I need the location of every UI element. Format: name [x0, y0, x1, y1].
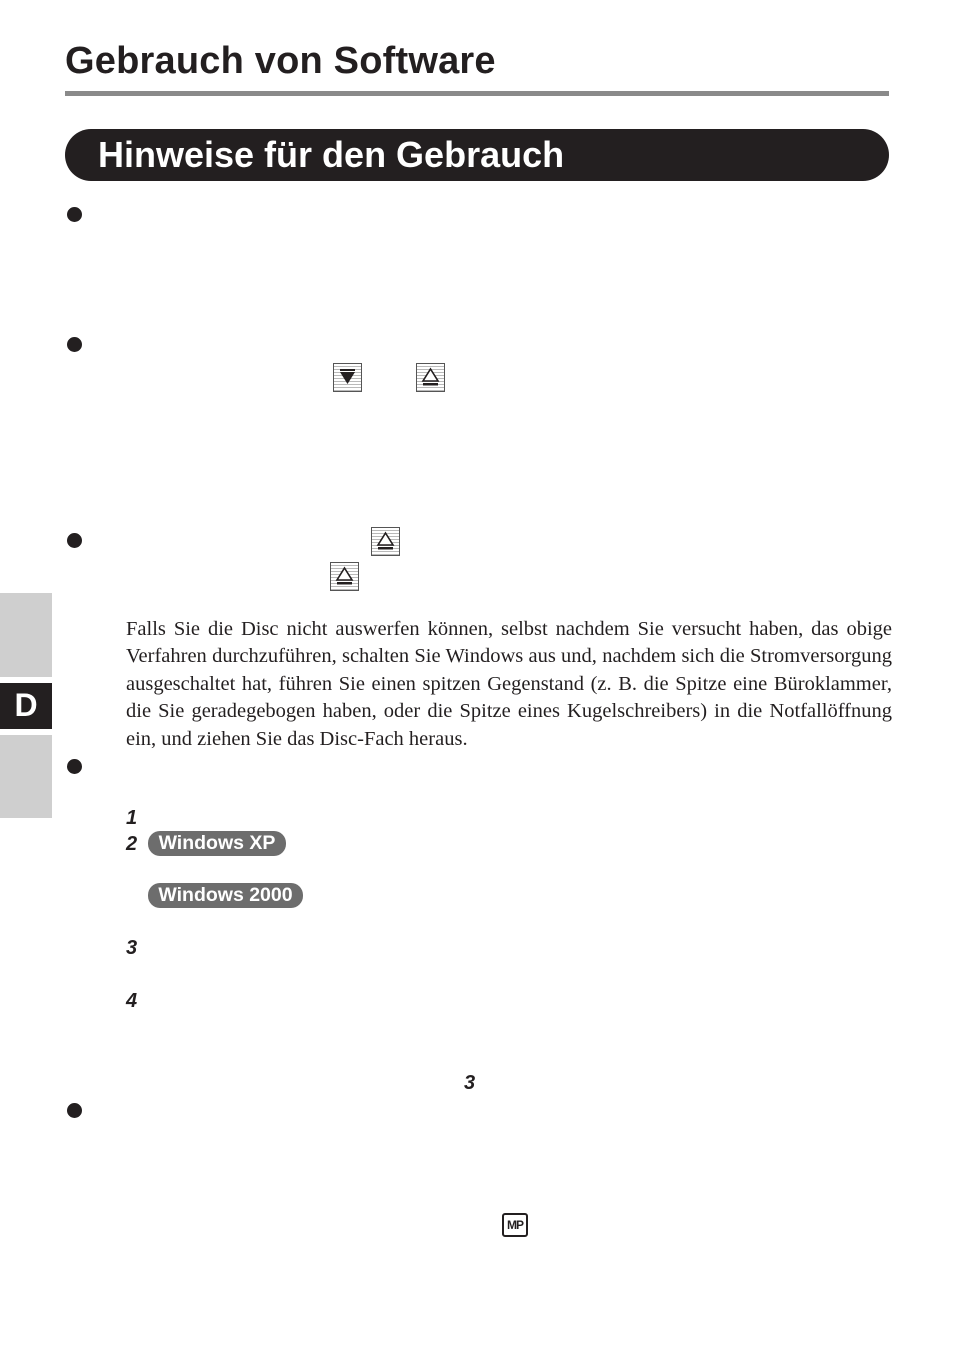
page-title: Gebrauch von Software — [65, 40, 496, 82]
section-title: Hinweise für den Gebrauch — [98, 134, 565, 175]
os-badge-windows-xp: Windows XP — [148, 831, 286, 856]
os-badge-windows-2000: Windows 2000 — [148, 883, 303, 908]
side-tab-upper — [0, 593, 52, 677]
step-number: 1 — [126, 807, 138, 829]
side-tab-letter: D — [14, 687, 38, 723]
eject-icon — [330, 562, 359, 591]
step-reference: 3 — [464, 1072, 476, 1094]
eject-icon — [371, 527, 400, 556]
bullet-4 — [67, 759, 82, 774]
eject-instructions-paragraph: Falls Sie die Disc nicht auswerfen können, selbst nachdem Sie versucht haben, das obige Verfahren durchzuführen, schalten Sie Windows aus und, nachdem sich die Stromversorgung ausgeschaltet hat, führen Sie einen spitzen Gegenstand (z. B. die Spitze eine Büroklammer, die Sie geradegebogen haben, oder die Spitze eines Kugelschreibers) in die Notfallöffnung ein, und ziehen Sie das Disc-Fach heraus. — [126, 618, 892, 750]
bullet-3 — [67, 533, 82, 548]
eject-icon — [416, 363, 445, 392]
step-number: 4 — [126, 990, 138, 1012]
mp-icon: MP — [502, 1213, 528, 1237]
title-rule — [65, 91, 889, 96]
bullet-1 — [67, 207, 82, 222]
step-number: 3 — [126, 937, 138, 959]
side-tab-lower — [0, 735, 52, 818]
bullet-2 — [67, 337, 82, 352]
step-number: 2 — [126, 833, 138, 855]
side-tab-d — [0, 683, 52, 729]
section-header — [65, 129, 889, 181]
bullet-5 — [67, 1103, 82, 1118]
eject-down-icon — [333, 363, 362, 392]
